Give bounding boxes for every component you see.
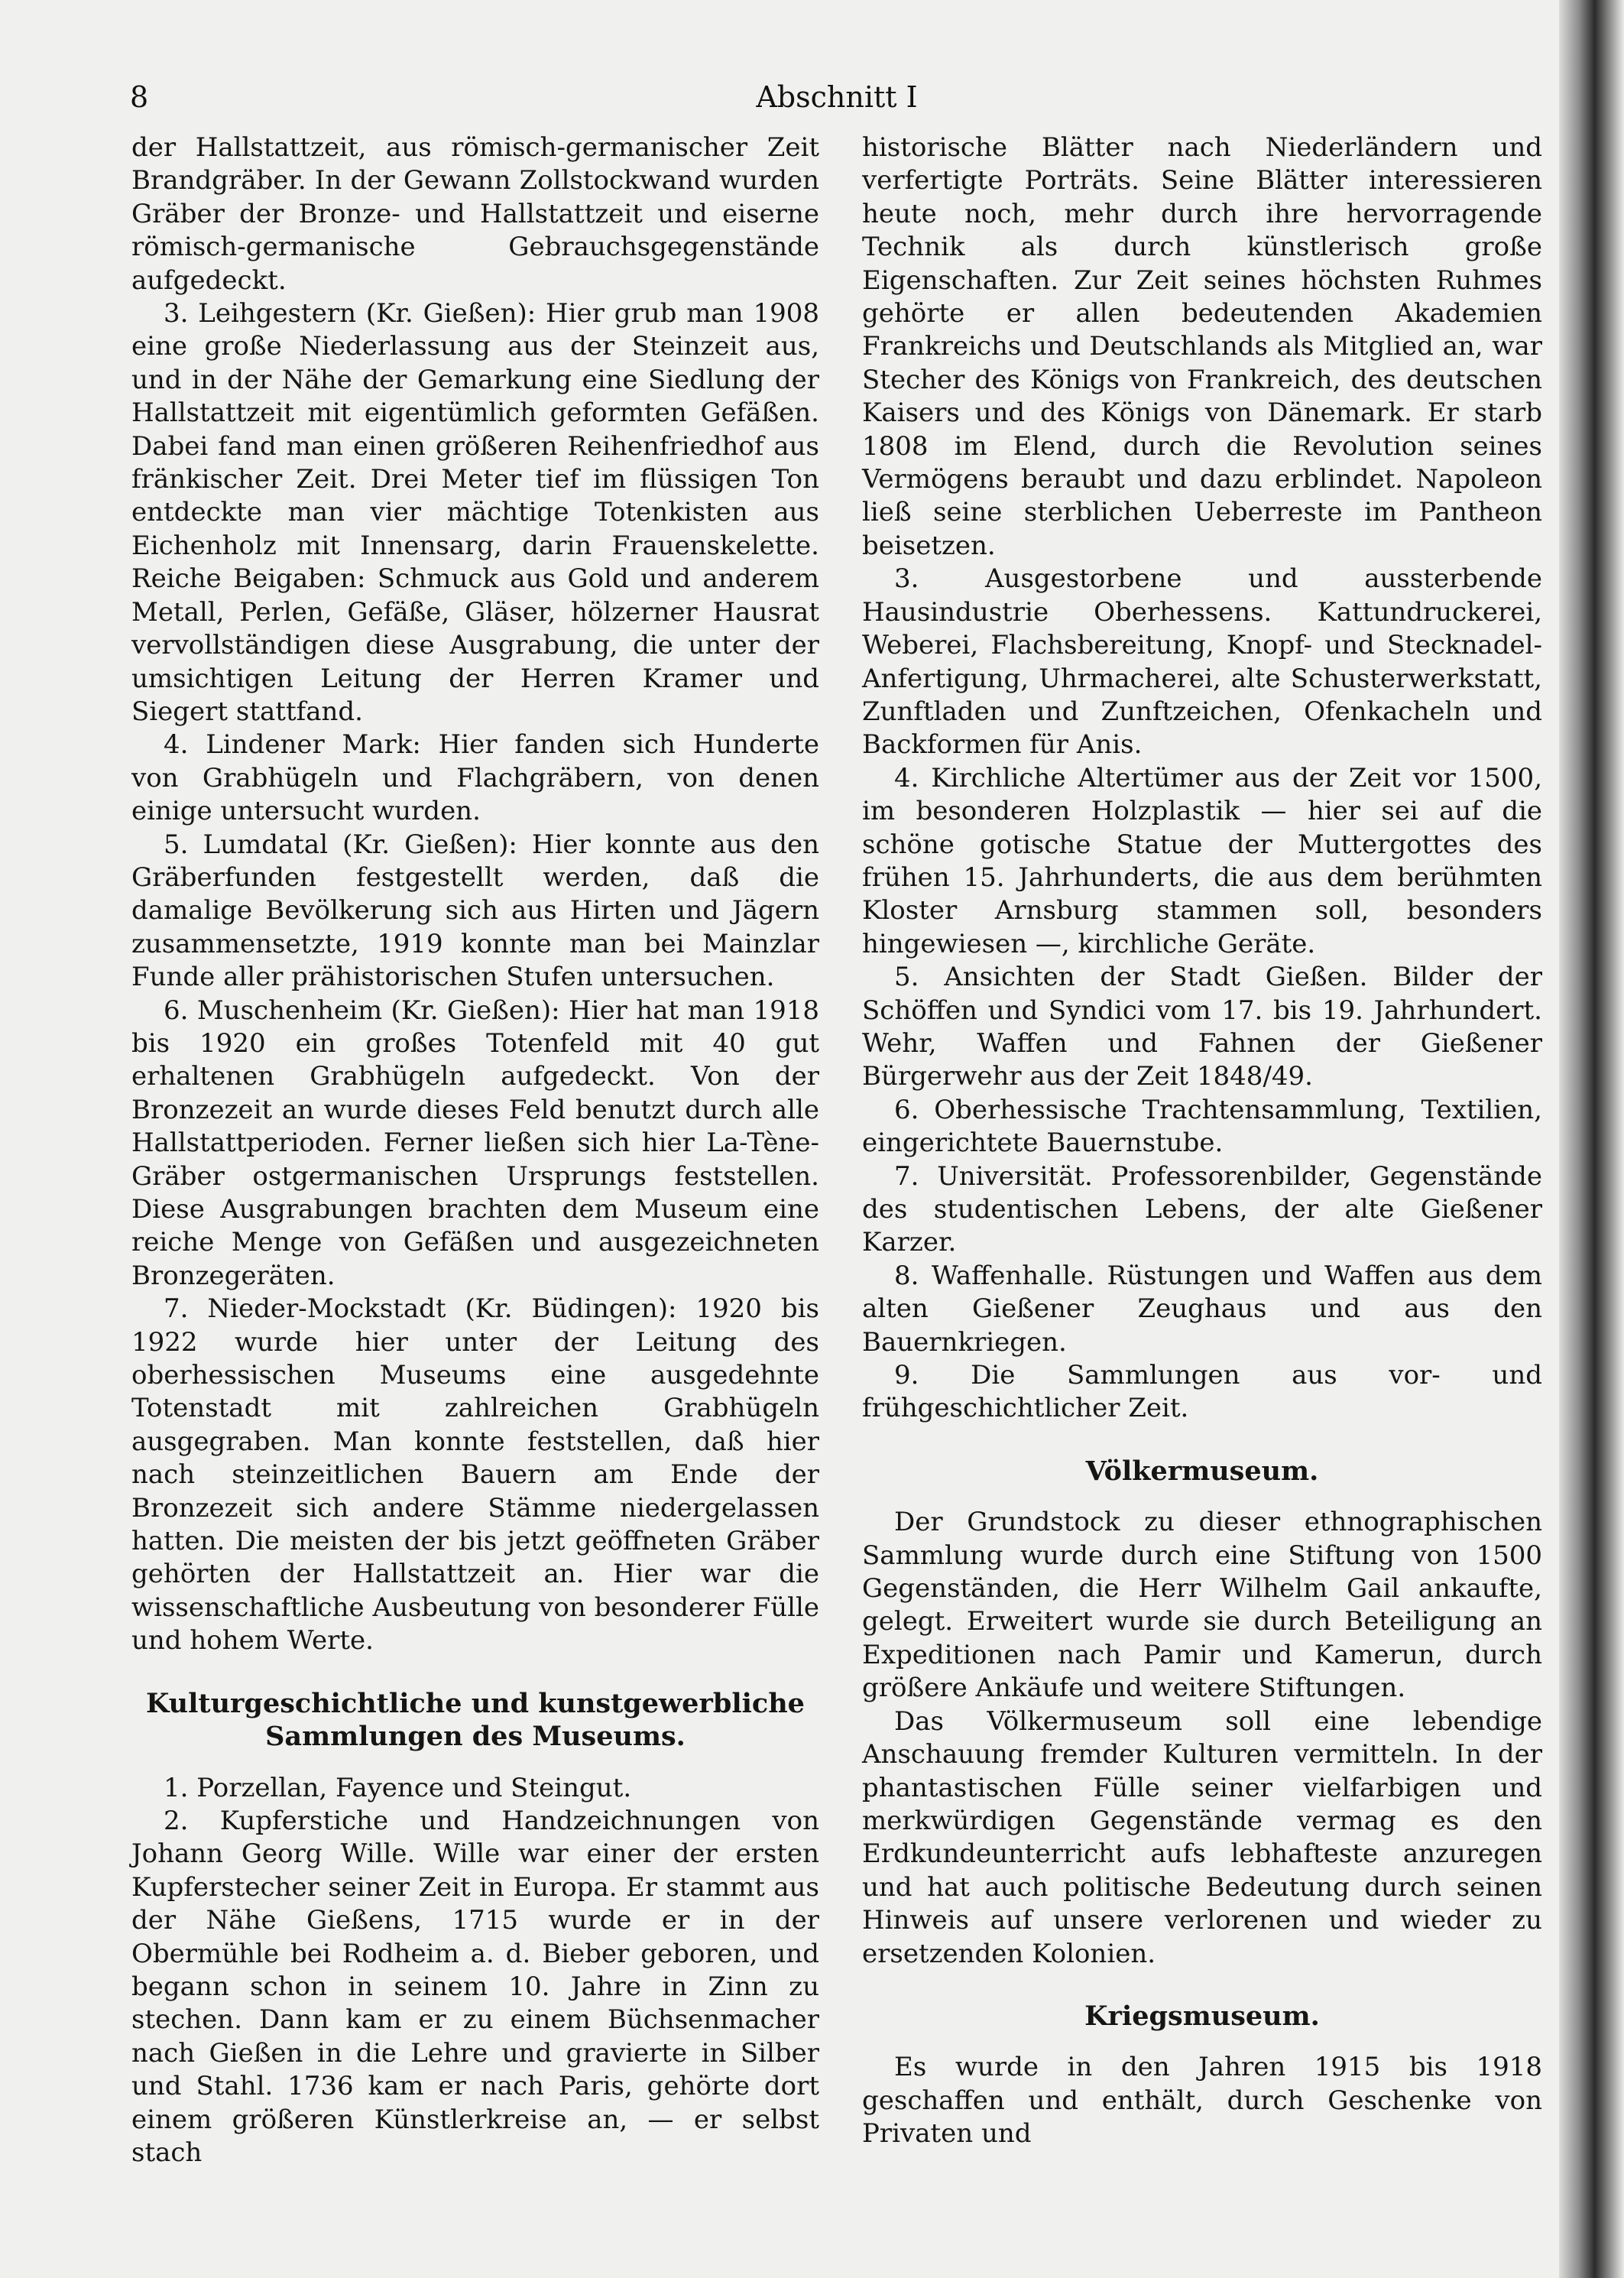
paragraph: 8. Waffenhalle. Rüstungen und Waffen aus dem alten Gießener Zeughaus und aus den Bauernkriegen. (862, 1260, 1542, 1358)
page-number: 8 (130, 80, 149, 114)
paragraph: 2. Kupferstiche und Handzeichnungen von Johann Georg Wille. Wille war einer der ersten Kupferstecher seiner Zeit in Europa. Er stammt aus der Nähe Gießens, 1715 wurde er in der Obermühle bei Rodheim a. d. Bieber geboren, und begann schon in seinem 10. Jahre in Zinn zu stechen. Dann kam er zu einem Büchsenmacher nach Gießen in die Lehre und gravierte in Silber und Stahl. 1736 kam er nach Paris, gehörte dort einem größeren Künstlerkreise an, — er selbst stach (131, 1805, 819, 2168)
right-column (862, 131, 1542, 2151)
paragraph: 7. Nieder-Mockstadt (Kr. Büdingen): 1920 bis 1922 wurde hier unter der Leitung des oberhessischen Museums eine ausgedehnte Totenstadt mit zahlreichen Grabhügeln ausgegraben. Man konnte feststellen, daß hier nach steinzeitlichen Bauern am Ende der Bronzezeit sich andere Stämme niedergelassen hatten. Die meisten der bis jetzt geöffneten Gräber gehörten der Hallstattzeit an. Hier war die wissenschaftliche Ausbeutung von besonderer Fülle und hohem Werte. (131, 1293, 819, 1657)
paragraph: 3. Ausgestorbene und aussterbende Hausindustrie Oberhessens. Kattundruckerei, Weberei, Flachsbereitung, Knopf- und Stecknadel-Anfertigung, Uhrmacherei, alte Schusterwerkstatt, Zunftladen und Zunftzeichen, Ofenkacheln und Backformen für Anis. (862, 563, 1542, 761)
page-header (130, 80, 1544, 126)
section-heading: Kulturgeschichtliche und kunstgewerbliche Sammlungen des Museums. (146, 1687, 805, 1753)
paragraph: 4. Lindener Mark: Hier fanden sich Hunderte von Grabhügeln und Flachgräbern, von denen einige untersucht wurden. (131, 729, 819, 827)
paragraph: 5. Ansichten der Stadt Gießen. Bilder der Schöffen und Syndici vom 17. bis 19. Jahrhundert. Wehr, Waffen und Fahnen der Gießener Bürgerwehr aus der Zeit 1848/49. (862, 962, 1542, 1092)
paragraph: 7. Universität. Professorenbilder, Gegenstände des studentischen Lebens, der alte Gießener Karzer. (862, 1160, 1542, 1258)
paragraph: 6. Oberhessische Trachtensammlung, Textilien, eingerichtete Bauernstube. (862, 1094, 1542, 1159)
paragraph: historische Blätter nach Niederländern und verfertigte Porträts. Seine Blätter interessieren heute noch, mehr durch ihre hervorragende Technik als durch künstlerisch große Eigenschaften. Zur Zeit seines höchsten Ruhmes gehörte er allen bedeutenden Akademien Frankreichs und Deutschlands als Mitglied an, war Stecher des Königs von Frankreich, des deutschen Kaisers und des Königs von Dänemark. Er starb 1808 im Elend, durch die Revolution seines Vermögens beraubt und dazu erblindet. Napoleon ließ seine sterblichen Ueberreste im Pantheon beisetzen. (862, 132, 1542, 561)
section-heading: Kriegsmuseum. (1084, 2000, 1320, 2032)
paragraph: Das Völkermuseum soll eine lebendige Anschauung fremder Kulturen vermitteln. In der phantastischen Fülle seiner vielfarbigen und merkwürdigen Gegenstände vermag es den Erdkundeunterricht aufs lebhafteste anzuregen und hat auch politische Bedeutung durch seinen Hinweis auf unsere verlorenen und wieder zu ersetzenden Kolonien. (862, 1705, 1542, 1969)
running-head: Abschnitt I (756, 80, 918, 114)
paragraph: 6. Muschenheim (Kr. Gießen): Hier hat man 1918 bis 1920 ein großes Totenfeld mit 40 gut erhaltenen Grabhügeln aufgedeckt. Von der Bronzezeit an wurde dieses Feld benutzt durch alle Hallstattperioden. Ferner ließen sich hier La-Tène-Gräber ostgermanischen Ursprungs feststellen. Diese Ausgrabungen brachten dem Museum eine reiche Menge von Gefäßen und ausgezeichneten Bronzegeräten. (131, 995, 819, 1291)
paragraph: der Hallstattzeit, aus römisch-germanischer Zeit Brandgräber. In der Gewann Zollstockwand wurden Gräber der Bronze- und Hallstattzeit und eiserne römisch-germanische Gebrauchsgegenstände aufgedeckt. (131, 132, 819, 296)
paragraph: 4. Kirchliche Altertümer aus der Zeit vor 1500, im besonderen Holzplastik — hier sei auf die schöne gotische Statue der Muttergottes des frühen 15. Jahrhunderts, die aus dem berühmten Kloster Arnsburg stammen soll, besonders hingewiesen —, kirchliche Geräte. (862, 762, 1542, 959)
paragraph: 3. Leihgestern (Kr. Gießen): Hier grub man 1908 eine große Niederlassung aus der Steinzeit aus, und in der Nähe der Gemarkung eine Siedlung der Hallstattzeit mit eigentümlich geformten Gefäßen. Dabei fand man einen größeren Reihenfriedhof aus fränkischer Zeit. Drei Meter tief im flüssigen Ton entdeckte man vier mächtige Totenkisten aus Eichenholz mit Innensarg, darin Frauenskelette. Reiche Beigaben: Schmuck aus Gold und anderem Metall, Perlen, Gefäße, Gläser, hölzerner Hausrat vervollständigen diese Ausgrabung, die unter der umsichtigen Leitung der Herren Kramer und Siegert stattfand. (131, 298, 819, 727)
paragraph: 9. Die Sammlungen aus vor- und frühgeschichtlicher Zeit. (862, 1360, 1542, 1424)
paragraph: 5. Lumdatal (Kr. Gießen): Hier konnte aus den Gräberfunden festgestellt werden, daß die damalige Bevölkerung sich aus Hirten und Jägern zusammensetzte, 1919 konnte man bei Mainzlar Funde aller prähistorischen Stufen untersuchen. (131, 829, 819, 993)
paragraph: Es wurde in den Jahren 1915 bis 1918 geschaffen und enthält, durch Geschenke von Privaten und (862, 2052, 1542, 2150)
paragraph: Der Grundstock zu dieser ethnographischen Sammlung wurde durch eine Stiftung von 1500 Gegenständen, die Herr Wilhelm Gail ankaufte, gelegt. Erweitert wurde sie durch Beteiligung an Expeditionen nach Pamir und Kamerun, durch größere Ankäufe und weitere Stiftungen. (862, 1507, 1542, 1704)
page-edge-shadow (1559, 0, 1624, 2278)
left-column (131, 131, 819, 2169)
paragraph: 1. Porzellan, Fayence und Steingut. (164, 1772, 632, 1803)
section-heading: Völkermuseum. (1085, 1455, 1319, 1487)
